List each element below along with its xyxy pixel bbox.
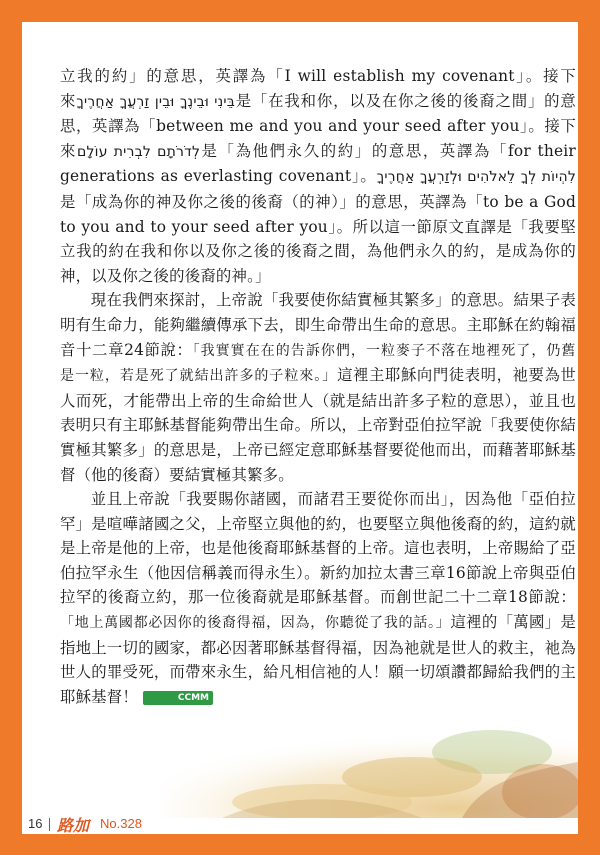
- page-number: 16: [28, 816, 43, 831]
- paragraph-2: [60, 288, 576, 487]
- p3-text-2: 這裡的「萬國」是指地上一切的國家，都必因著耶穌基督得福，因為祂就是世人的救主，祂為世人的罪受死，而帶來永生，給凡相信祂的人！願一切頌讚都歸給我們的主耶穌基督！: [60, 613, 576, 706]
- paragraph-3: [60, 487, 576, 709]
- paragraph-1: [60, 64, 576, 288]
- p2-text-2: 這裡主耶穌向門徒表明，祂要為世人而死，才能帶出上帝的生命給世人（就是結出許多子粒的意思），並且也表明只有主耶穌基督能夠帶出生命。所以，上帝對亞伯拉罕說「我要使你結實極其繁多」的意思是，上帝已經定意耶穌基督要從他而出，而藉著耶穌基督（他的後裔）要結實極其繁多。: [60, 366, 576, 484]
- p3-text-1: 並且上帝說「我要賜你諸國，而諸君王要從你而出」，因為他「亞伯拉罕」是喧嘩諸國之父，上帝堅立與他的約，也要堅立與他後裔的約，這約就是上帝是他的上帝，也是他後裔耶穌基督的上帝。這也表明，上帝賜給了亞伯拉罕永生（他因信稱義而得永生）。新約加拉太書三章16節說上帝與亞伯拉罕的後裔立約，那一位後裔就是耶穌基督。而創世記二十二章18節說：: [60, 490, 576, 607]
- p2-text-1: 現在我們來探討，上帝說「我要使你結實極其繁多」的意思。結果子表明有生命力，能夠繼續傳承下去，即生命帶出生命的意思。主耶穌在約翰福音十二章24節說：: [60, 291, 576, 359]
- watercolor-illustration: [162, 722, 578, 818]
- p1-text-1: 立我的約」的意思，英譯為「I will establish my covenant」。接下來: [60, 67, 576, 110]
- hebrew-phrase-3: לִהְיוֹת לְךָ לֵאלֹהִים וּלְזַרְעֲךָ אַחֲרֶיךָ: [376, 169, 576, 186]
- hebrew-phrase-1: בֵּינִי וּבֵינֶךָ וּבֵין זַרְעֲךָ אַחֲרֶיךָ: [76, 93, 236, 110]
- p1-text-2: 是「在我和你，以及在你之後的後裔之間」的意思，英譯為「between me and you and your seed after you」。接下來: [60, 91, 577, 160]
- issue-number: No.328: [100, 816, 142, 831]
- magazine-logo: 路加: [57, 816, 90, 835]
- footer-divider: [49, 818, 50, 831]
- p1-text-4: 是「成為你的神及你之後的後裔（的神）」的意思，英譯為「to be a God to you and to your seed after you」。所以這一節原文直譯是「我要堅立我的約在我和你以及你之後的後裔之間，為他們永久的約，是成為你的神，以及你之後的後裔的神。」: [60, 192, 576, 285]
- footer: [0, 818, 600, 855]
- scripture-quote-genesis: 「地上萬國都必因你的後裔得福，因為，你聽從了我的話。」: [60, 615, 451, 632]
- ccmm-badge: CCMM: [143, 691, 213, 705]
- p1-text-3: 是「為他們永久的約」的意思，英譯為「for their generations as everlasting covenant」。: [60, 141, 576, 186]
- scripture-quote-john: 「我實實在在的告訴你們，一粒麥子不落在地裡死了，仍舊是一粒，若是死了就結出許多的子粒來。」: [60, 342, 576, 385]
- hebrew-phrase-2: לְדֹרֹתָם לִבְרִית עוֹלָם: [77, 143, 201, 160]
- article-body: [60, 64, 576, 709]
- page: [22, 22, 578, 818]
